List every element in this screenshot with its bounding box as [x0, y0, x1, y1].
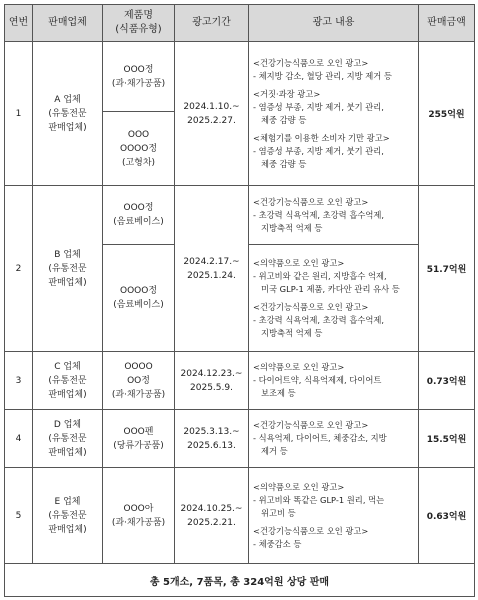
- product-cell: [103, 468, 175, 564]
- ad-group: [253, 361, 415, 400]
- ad-group: [253, 301, 415, 340]
- ad-group: [253, 132, 415, 171]
- ad-title: <건강기능식품으로 오인 광고>: [253, 420, 369, 430]
- period-cell: [175, 410, 249, 468]
- period-start: 2024.10.25.~: [180, 503, 243, 514]
- ad-group: [253, 481, 415, 520]
- period-start: 2025.3.13.~: [183, 426, 240, 437]
- ad-title: <의약품으로 오인 광고>: [253, 362, 345, 372]
- ad-title: <건강기능식품으로 오인 광고>: [253, 57, 369, 68]
- amount-cell: 255억원: [419, 42, 475, 186]
- product-name: OOO펜: [123, 426, 154, 437]
- vendor-cell: [33, 42, 103, 186]
- vendor-type-1: (유통전문: [48, 263, 87, 274]
- header-amount: 판매금액: [419, 5, 475, 42]
- row-no: 4: [5, 410, 33, 468]
- product-type: (당류가공품): [113, 440, 164, 451]
- vendor-cell: [33, 410, 103, 468]
- ad-line: - 초강력 식욕억제, 초강력 흡수억제,: [253, 314, 385, 325]
- header-product-line1: 제품명: [124, 10, 153, 21]
- ad-line: - 초강력 식욕억제, 초강력 흡수억제,: [253, 209, 385, 220]
- header-period: 광고기간: [175, 5, 249, 42]
- row-no: 1: [5, 42, 33, 186]
- period-cell: [175, 468, 249, 564]
- vendor-cell: [33, 186, 103, 352]
- ad-content-cell: [249, 186, 419, 245]
- product-cell: [103, 42, 175, 112]
- header-product: [103, 5, 175, 42]
- vendor-type-1: (유통전문: [48, 433, 87, 444]
- ad-group: [253, 257, 415, 296]
- table-row: [5, 468, 475, 564]
- ad-title: <건강기능식품으로 오인 광고>: [253, 196, 369, 207]
- row-no: 5: [5, 468, 33, 564]
- ad-line: - 위고비와 같은 원리, 지방흡수 억제,: [253, 270, 387, 281]
- period-end: 2025.1.24.: [187, 270, 236, 281]
- ad-violation-table: [4, 4, 475, 597]
- product-name: OOOO정: [119, 286, 158, 296]
- product-cell: [103, 410, 175, 468]
- ad-content-cell: [249, 245, 419, 352]
- ad-content-cell: [249, 352, 419, 410]
- product-name: OOO정: [123, 64, 154, 75]
- vendor-name: A 업체: [54, 94, 81, 105]
- period-start: 2024.2.17.~: [183, 256, 240, 267]
- product-type: (음료베이스): [113, 300, 164, 310]
- header-vendor: 판매업체: [33, 5, 103, 42]
- period-cell: [175, 352, 249, 410]
- period-cell: [175, 186, 249, 352]
- ad-title: <의약품으로 오인 광고>: [253, 481, 345, 492]
- ad-title: <체험기를 이용한 소비자 기만 광고>: [253, 132, 390, 143]
- product-name-2: OO정: [127, 375, 150, 386]
- vendor-name: B 업체: [54, 249, 81, 260]
- period-start: 2024.1.10.~: [183, 101, 240, 112]
- period-end: 2025.6.13.: [187, 440, 236, 451]
- table-row: [5, 42, 475, 112]
- amount-cell: 15.5억원: [419, 410, 475, 468]
- product-type: (고형차): [121, 157, 156, 168]
- ad-line: 체중 감량 등: [261, 114, 307, 125]
- header-row: [5, 5, 475, 42]
- vendor-type-1: (유통전문: [48, 108, 87, 119]
- product-cell: [103, 186, 175, 245]
- row-no: 3: [5, 352, 33, 410]
- product-type: (과·채가공품): [111, 389, 166, 400]
- header-product-line2: (식품유형): [115, 24, 162, 35]
- ad-line: - 염증성 부종, 지방 제거, 붓기 관리,: [253, 145, 384, 156]
- vendor-name: C 업체: [54, 361, 81, 372]
- ad-line: 지방축적 억제 등: [261, 327, 323, 338]
- vendor-type-2: 판매업체): [48, 277, 87, 288]
- ad-content-cell: [249, 468, 419, 564]
- ad-group: [253, 196, 415, 235]
- table-row: [5, 186, 475, 245]
- vendor-type-1: (유통전문: [48, 375, 87, 386]
- period-cell: [175, 42, 249, 186]
- ad-group: [253, 419, 415, 458]
- period-end: 2025.5.9.: [190, 382, 233, 393]
- vendor-cell: [33, 468, 103, 564]
- ad-line: - 체지방 감소, 혈당 관리, 지방 제거 등: [253, 70, 392, 81]
- ad-line: - 식욕억제, 다이어트, 체중감소, 지방: [253, 433, 387, 443]
- amount-cell: 0.63억원: [419, 468, 475, 564]
- ad-content-cell: [249, 410, 419, 468]
- vendor-name: D 업체: [53, 419, 82, 430]
- ad-line: - 다이어트약, 식욕억제제, 다이어트: [253, 375, 382, 385]
- vendor-name: E 업체: [54, 496, 81, 507]
- product-cell: [103, 245, 175, 352]
- ad-line: 지방축적 억제 등: [261, 222, 323, 233]
- ad-title: <의약품으로 오인 광고>: [253, 257, 345, 268]
- total-row: [5, 564, 475, 597]
- ad-title: <거짓·과장 광고>: [253, 88, 321, 99]
- ad-line: - 위고비와 똑같은 GLP-1 원리, 먹는: [253, 494, 385, 505]
- ad-line: 보조제 등: [261, 388, 296, 398]
- product-type: (음료베이스): [113, 217, 164, 227]
- table-row: [5, 410, 475, 468]
- row-no: 2: [5, 186, 33, 352]
- product-type: (과·채가공품): [111, 517, 166, 528]
- ad-line: - 염증성 부종, 지방 제거, 붓기 관리,: [253, 101, 384, 112]
- table-row: [5, 352, 475, 410]
- ad-group: [253, 57, 415, 83]
- ad-line: 체중 감량 등: [261, 158, 307, 169]
- ad-title: <건강기능식품으로 오인 광고>: [253, 301, 369, 312]
- ad-line: 위고비 등: [261, 507, 296, 518]
- amount-cell: 0.73억원: [419, 352, 475, 410]
- product-name: OOO정: [123, 203, 154, 213]
- amount-cell: 51.7억원: [419, 186, 475, 352]
- period-end: 2025.2.21.: [187, 517, 236, 528]
- vendor-type-1: (유통전문: [48, 510, 87, 521]
- vendor-type-2: 판매업체): [48, 447, 87, 458]
- vendor-cell: [33, 352, 103, 410]
- product-type: (과·채가공품): [111, 78, 166, 89]
- product-name: OOO: [127, 129, 150, 140]
- ad-line: 미국 GLP-1 제품, 카다안 관리 유사 등: [261, 283, 400, 294]
- ad-line: 제거 등: [261, 446, 288, 456]
- ad-group: [253, 525, 415, 551]
- period-start: 2024.12.23.~: [180, 368, 243, 379]
- ad-content-cell: [249, 42, 419, 186]
- vendor-type-2: 판매업체): [48, 389, 87, 400]
- vendor-type-2: 판매업체): [48, 524, 87, 535]
- ad-group: [253, 88, 415, 127]
- vendor-type-2: 판매업체): [48, 122, 87, 133]
- total-summary: 총 5개소, 7품목, 총 324억원 상당 판매: [5, 564, 475, 597]
- header-content: 광고 내용: [249, 5, 419, 42]
- product-name: OOO아: [123, 503, 154, 514]
- product-cell: [103, 112, 175, 186]
- header-no: 연번: [5, 5, 33, 42]
- product-name-2: OOOO정: [119, 143, 158, 154]
- product-cell: [103, 352, 175, 410]
- period-end: 2025.2.27.: [187, 115, 236, 126]
- ad-line: - 체중감소 등: [253, 538, 302, 549]
- ad-title: <건강기능식품으로 오인 광고>: [253, 525, 369, 536]
- product-name: OOOO: [124, 361, 153, 372]
